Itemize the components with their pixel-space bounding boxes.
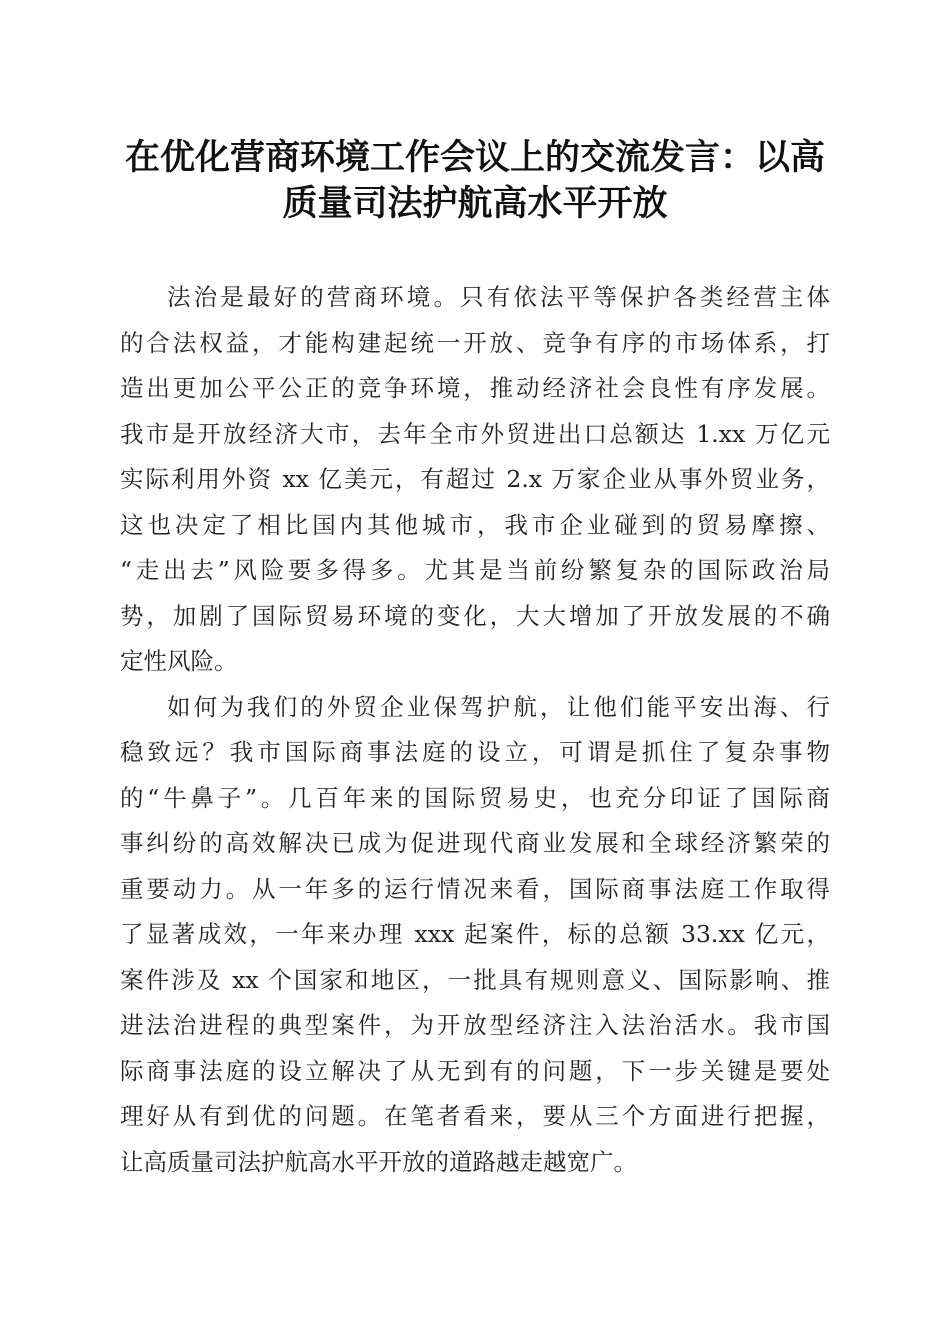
text-line: 这也决定了相比国内其他城市，我市企业碰到的贸易摩擦、: [120, 510, 830, 539]
text-line: 我市是开放经济大市，去年全市外贸进出口总额达 1.xx 万亿元: [120, 419, 830, 448]
document-title: [100, 135, 850, 227]
paragraph-2: [120, 685, 830, 1186]
text-line: 理好从有到优的问题。在笔者看来，要从三个方面进行把握，: [120, 1102, 830, 1130]
text-line: 事纠纷的高效解决已成为促进现代商业发展和全球经济繁荣的: [120, 829, 830, 857]
text-line: 定性风险。: [120, 647, 238, 675]
text-line: 稳致远？我市国际商事法庭的设立，可谓是抓住了复杂事物: [120, 738, 830, 766]
text-line: “走出去”风险要多得多。尤其是当前纷繁复杂的国际政治局: [120, 556, 830, 584]
title-line: 质量司法护航高水平开放: [282, 183, 668, 224]
text-line: 的“牛鼻子”。几百年来的国际贸易史，也充分印证了国际商: [120, 783, 830, 812]
text-line: 案件涉及 xx 个国家和地区，一批具有规则意义、国际影响、推: [120, 965, 830, 994]
paragraph-1: [120, 275, 830, 685]
document-body: [120, 275, 830, 1185]
text-line: 势，加剧了国际贸易环境的变化，大大增加了开放发展的不确: [120, 601, 830, 630]
text-line: 的合法权益，才能构建起统一开放、竞争有序的市场体系，打: [120, 328, 830, 357]
text-line: 实际利用外资 xx 亿美元，有超过 2.x 万家企业从事外贸业务，: [120, 465, 830, 493]
text-line: 让高质量司法护航高水平开放的道路越走越宽广。: [120, 1147, 637, 1176]
text-line: 际商事法庭的设立解决了从无到有的问题，下一步关键是要处: [120, 1056, 830, 1085]
text-line: 法治是最好的营商环境。只有依法平等保护各类经营主体: [167, 283, 830, 311]
text-line: 重要动力。从一年多的运行情况来看，国际商事法庭工作取得: [120, 874, 830, 903]
text-line: 了显著成效，一年来办理 xxx 起案件，标的总额 33.xx 亿元，: [120, 920, 830, 948]
text-line: 造出更加公平公正的竞争环境，推动经济社会良性有序发展。: [120, 374, 830, 402]
title-line: 在优化营商环境工作会议上的交流发言：以高: [124, 137, 825, 178]
text-line: 进法治进程的典型案件，为开放型经济注入法治活水。我市国: [120, 1011, 830, 1039]
text-line: 如何为我们的外贸企业保驾护航，让他们能平安出海、行: [167, 692, 830, 721]
